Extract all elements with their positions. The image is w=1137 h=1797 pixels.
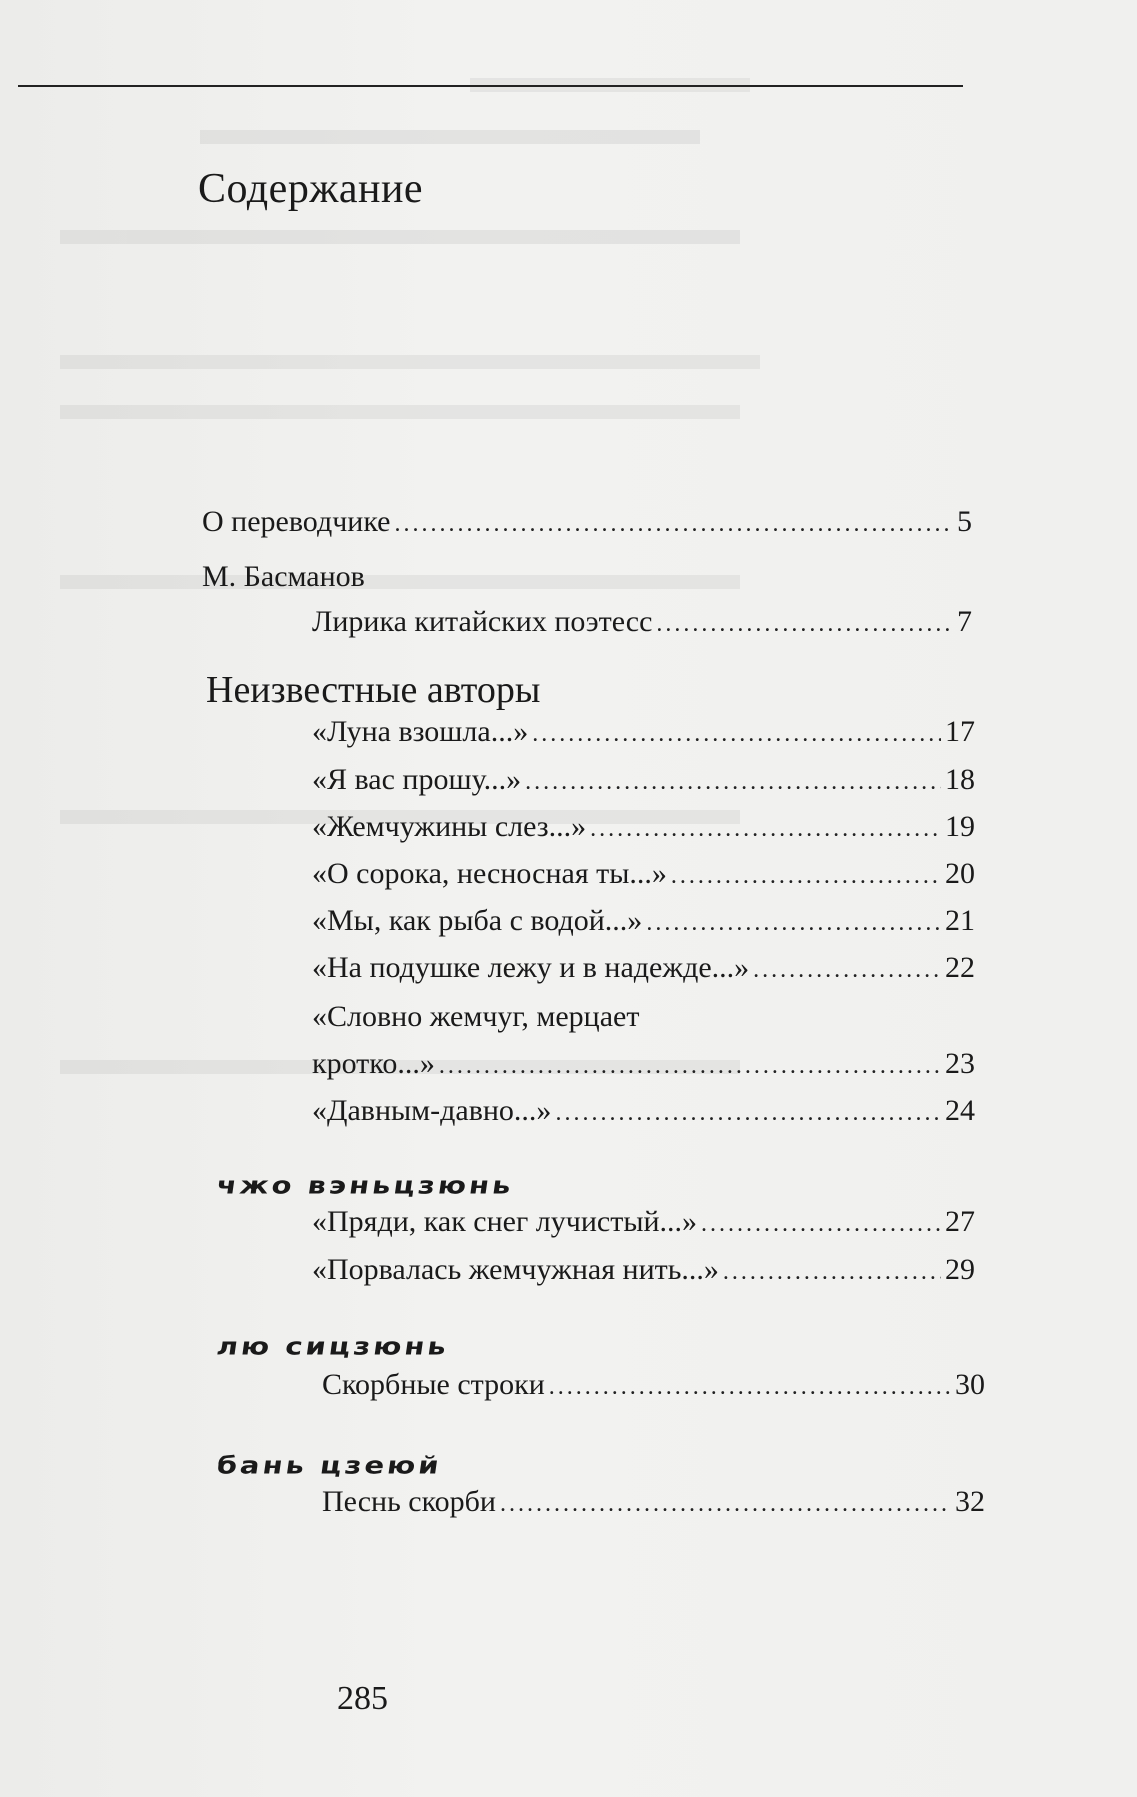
entry-label: «Мы, как рыба с водой...» xyxy=(312,904,643,937)
entry-page: 24 xyxy=(945,1094,975,1127)
page-number: 285 xyxy=(337,1680,388,1717)
entry-page: 23 xyxy=(945,1047,975,1080)
leader-dots xyxy=(723,1259,941,1286)
leader-dots xyxy=(439,1053,941,1080)
toc-title: Содержание xyxy=(198,166,424,212)
leader-dots xyxy=(590,816,941,843)
entry-page: 27 xyxy=(945,1205,975,1238)
toc-entry[interactable] xyxy=(312,1253,975,1287)
entry-label: «Пряди, как снег лучистый...» xyxy=(312,1205,698,1238)
entry-page: 22 xyxy=(945,951,975,984)
entry-page: 17 xyxy=(945,715,975,748)
entry-page: 18 xyxy=(945,763,975,796)
leader-dots xyxy=(549,1374,951,1401)
entry-label: «Я вас прошу...» xyxy=(312,763,522,796)
entry-page: 32 xyxy=(955,1485,985,1518)
toc-entry[interactable] xyxy=(312,715,975,749)
entry-label: Песнь скорби xyxy=(322,1485,496,1518)
toc-entry[interactable] xyxy=(322,1368,985,1402)
entry-label: «Порвалась жемчужная нить...» xyxy=(312,1253,719,1286)
leader-dots xyxy=(525,769,941,796)
entry-label-line1[interactable]: «Словно жемчуг, мерцает xyxy=(312,1000,640,1033)
toc-entry[interactable] xyxy=(312,904,975,938)
entry-label: О переводчике xyxy=(202,505,391,538)
toc-entry-lyrics[interactable] xyxy=(312,605,972,639)
toc-entry[interactable] xyxy=(312,1205,975,1239)
toc-entry[interactable] xyxy=(312,810,975,844)
entry-label: «Луна взошла...» xyxy=(312,715,529,748)
entry-label: «О сорока, несносная ты...» xyxy=(312,857,667,890)
entry-label: Скорбные строки xyxy=(322,1368,545,1401)
entry-label: кротко...» xyxy=(312,1047,435,1080)
entry-label: «На подушке лежу и в надежде...» xyxy=(312,951,750,984)
leader-dots xyxy=(646,910,941,937)
toc-entry[interactable] xyxy=(312,1047,975,1081)
leader-dots xyxy=(395,511,954,538)
entry-label: «Жемчужины слез...» xyxy=(312,810,587,843)
toc-entry[interactable] xyxy=(322,1485,985,1519)
leader-dots xyxy=(701,1211,941,1238)
leader-dots xyxy=(555,1100,941,1127)
leader-dots xyxy=(500,1491,951,1518)
section-title-unknown-authors: Неизвестные авторы xyxy=(206,669,541,711)
top-rule xyxy=(18,85,963,87)
entry-label: «Давным-давно...» xyxy=(312,1094,552,1127)
entry-page: 20 xyxy=(945,857,975,890)
author-ban-jieyu: бань цзеюй xyxy=(215,1451,444,1479)
leader-dots xyxy=(656,611,953,638)
author-basmanov: М. Басманов xyxy=(202,560,365,593)
toc-entry[interactable] xyxy=(312,857,975,891)
toc-entry-translator[interactable] xyxy=(202,505,972,539)
entry-page: 29 xyxy=(945,1253,975,1286)
toc-entry[interactable] xyxy=(312,763,975,797)
entry-page: 7 xyxy=(957,605,972,638)
author-liu-xijun: лю сицзюнь xyxy=(215,1332,451,1360)
leader-dots xyxy=(532,721,941,748)
entry-page: 5 xyxy=(957,505,972,538)
entry-page: 30 xyxy=(955,1368,985,1401)
toc-entry[interactable] xyxy=(312,1094,975,1128)
leader-dots xyxy=(671,863,941,890)
entry-page: 21 xyxy=(945,904,975,937)
entry-page: 19 xyxy=(945,810,975,843)
entry-label: Лирика китайских поэтесс xyxy=(312,605,653,638)
author-zhuo-wenjun: чжо вэньцзюнь xyxy=(215,1171,516,1199)
leader-dots xyxy=(753,957,941,984)
toc-entry[interactable] xyxy=(312,951,975,985)
